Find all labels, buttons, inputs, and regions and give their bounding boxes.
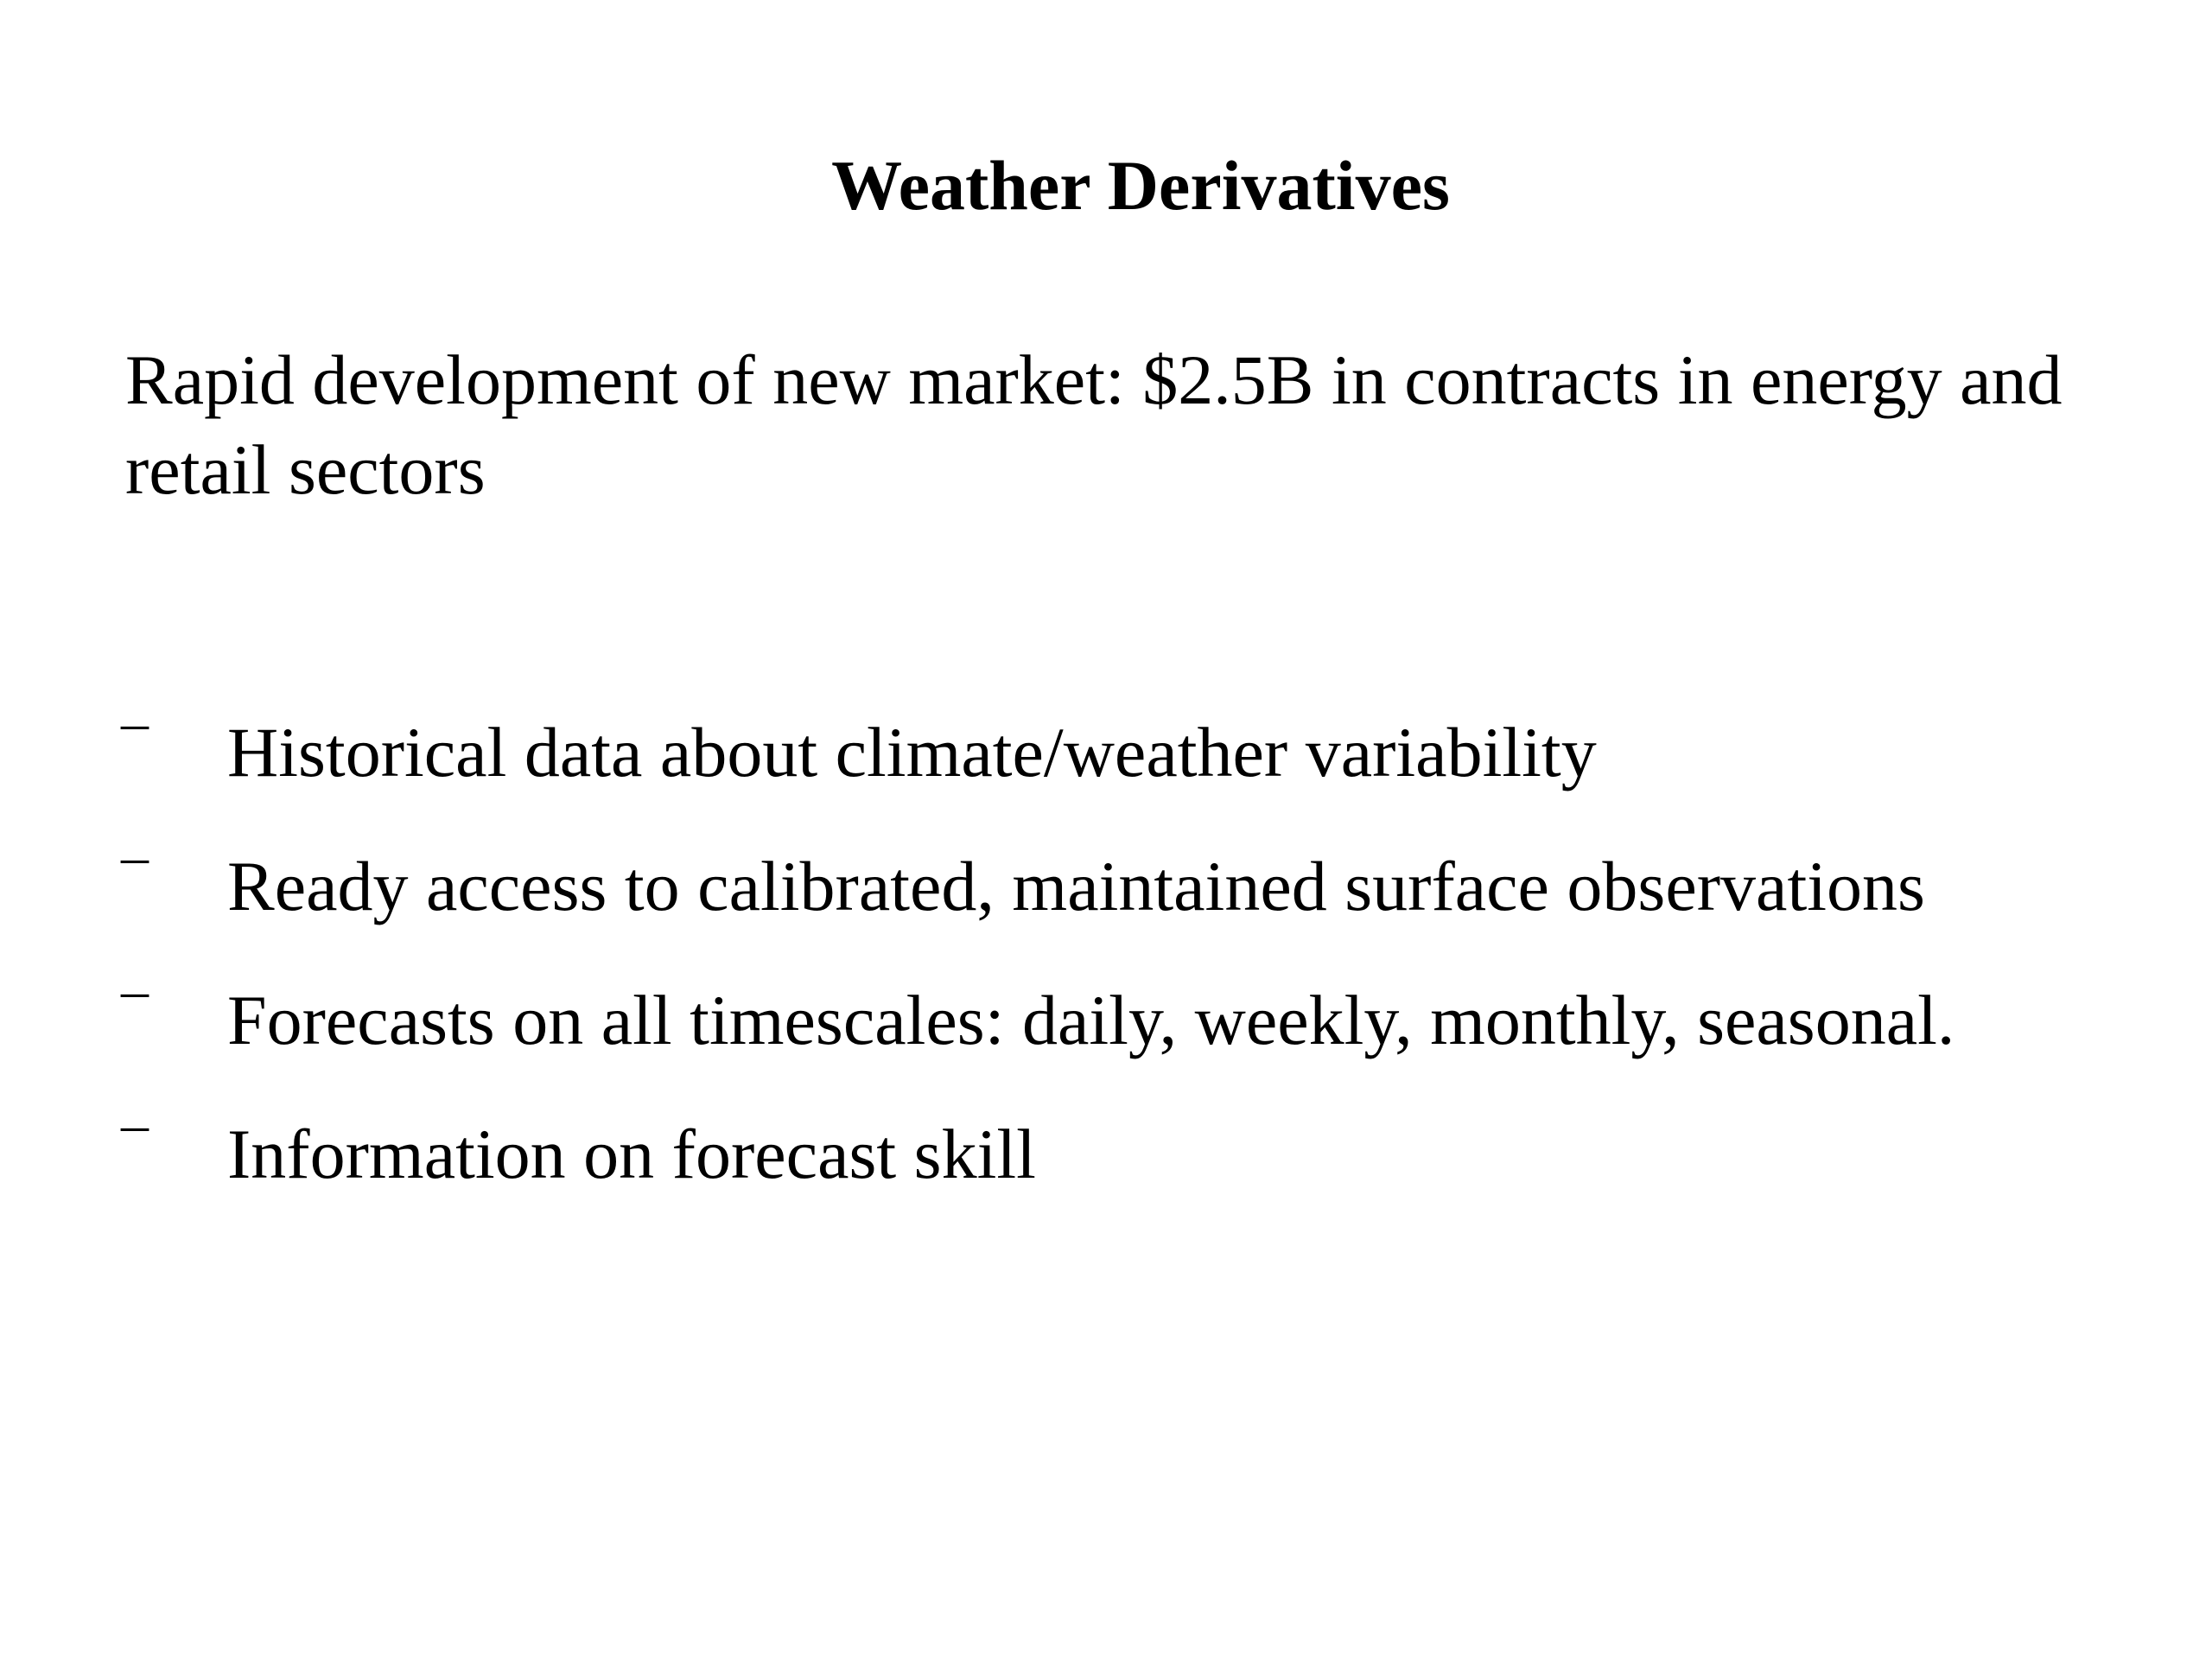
dash-bullet-icon: – bbox=[121, 959, 149, 1020]
list-item bbox=[0, 1093, 2212, 1241]
list-item bbox=[0, 691, 2212, 839]
intro-paragraph: Rapid development of new market: $2.5B in contracts in energy and retail sectors bbox=[125, 340, 2063, 509]
bullet-text: Information on forecast skill bbox=[227, 1115, 1036, 1193]
dash-bullet-icon: – bbox=[121, 1093, 149, 1154]
bullet-text: Forecasts on all timescales: daily, weekly, monthly, seasonal. bbox=[227, 981, 1955, 1059]
bullet-text: Ready access to calibrated, maintained surface observations bbox=[227, 847, 1925, 925]
slide-title: Weather Derivatives bbox=[831, 146, 1450, 225]
dash-bullet-icon: – bbox=[121, 825, 149, 887]
list-item bbox=[0, 825, 2212, 973]
list-item bbox=[0, 959, 2212, 1107]
bullet-list bbox=[0, 691, 2212, 1241]
bullet-text: Historical data about climate/weather variability bbox=[227, 713, 1597, 791]
dash-bullet-icon: – bbox=[121, 691, 149, 753]
